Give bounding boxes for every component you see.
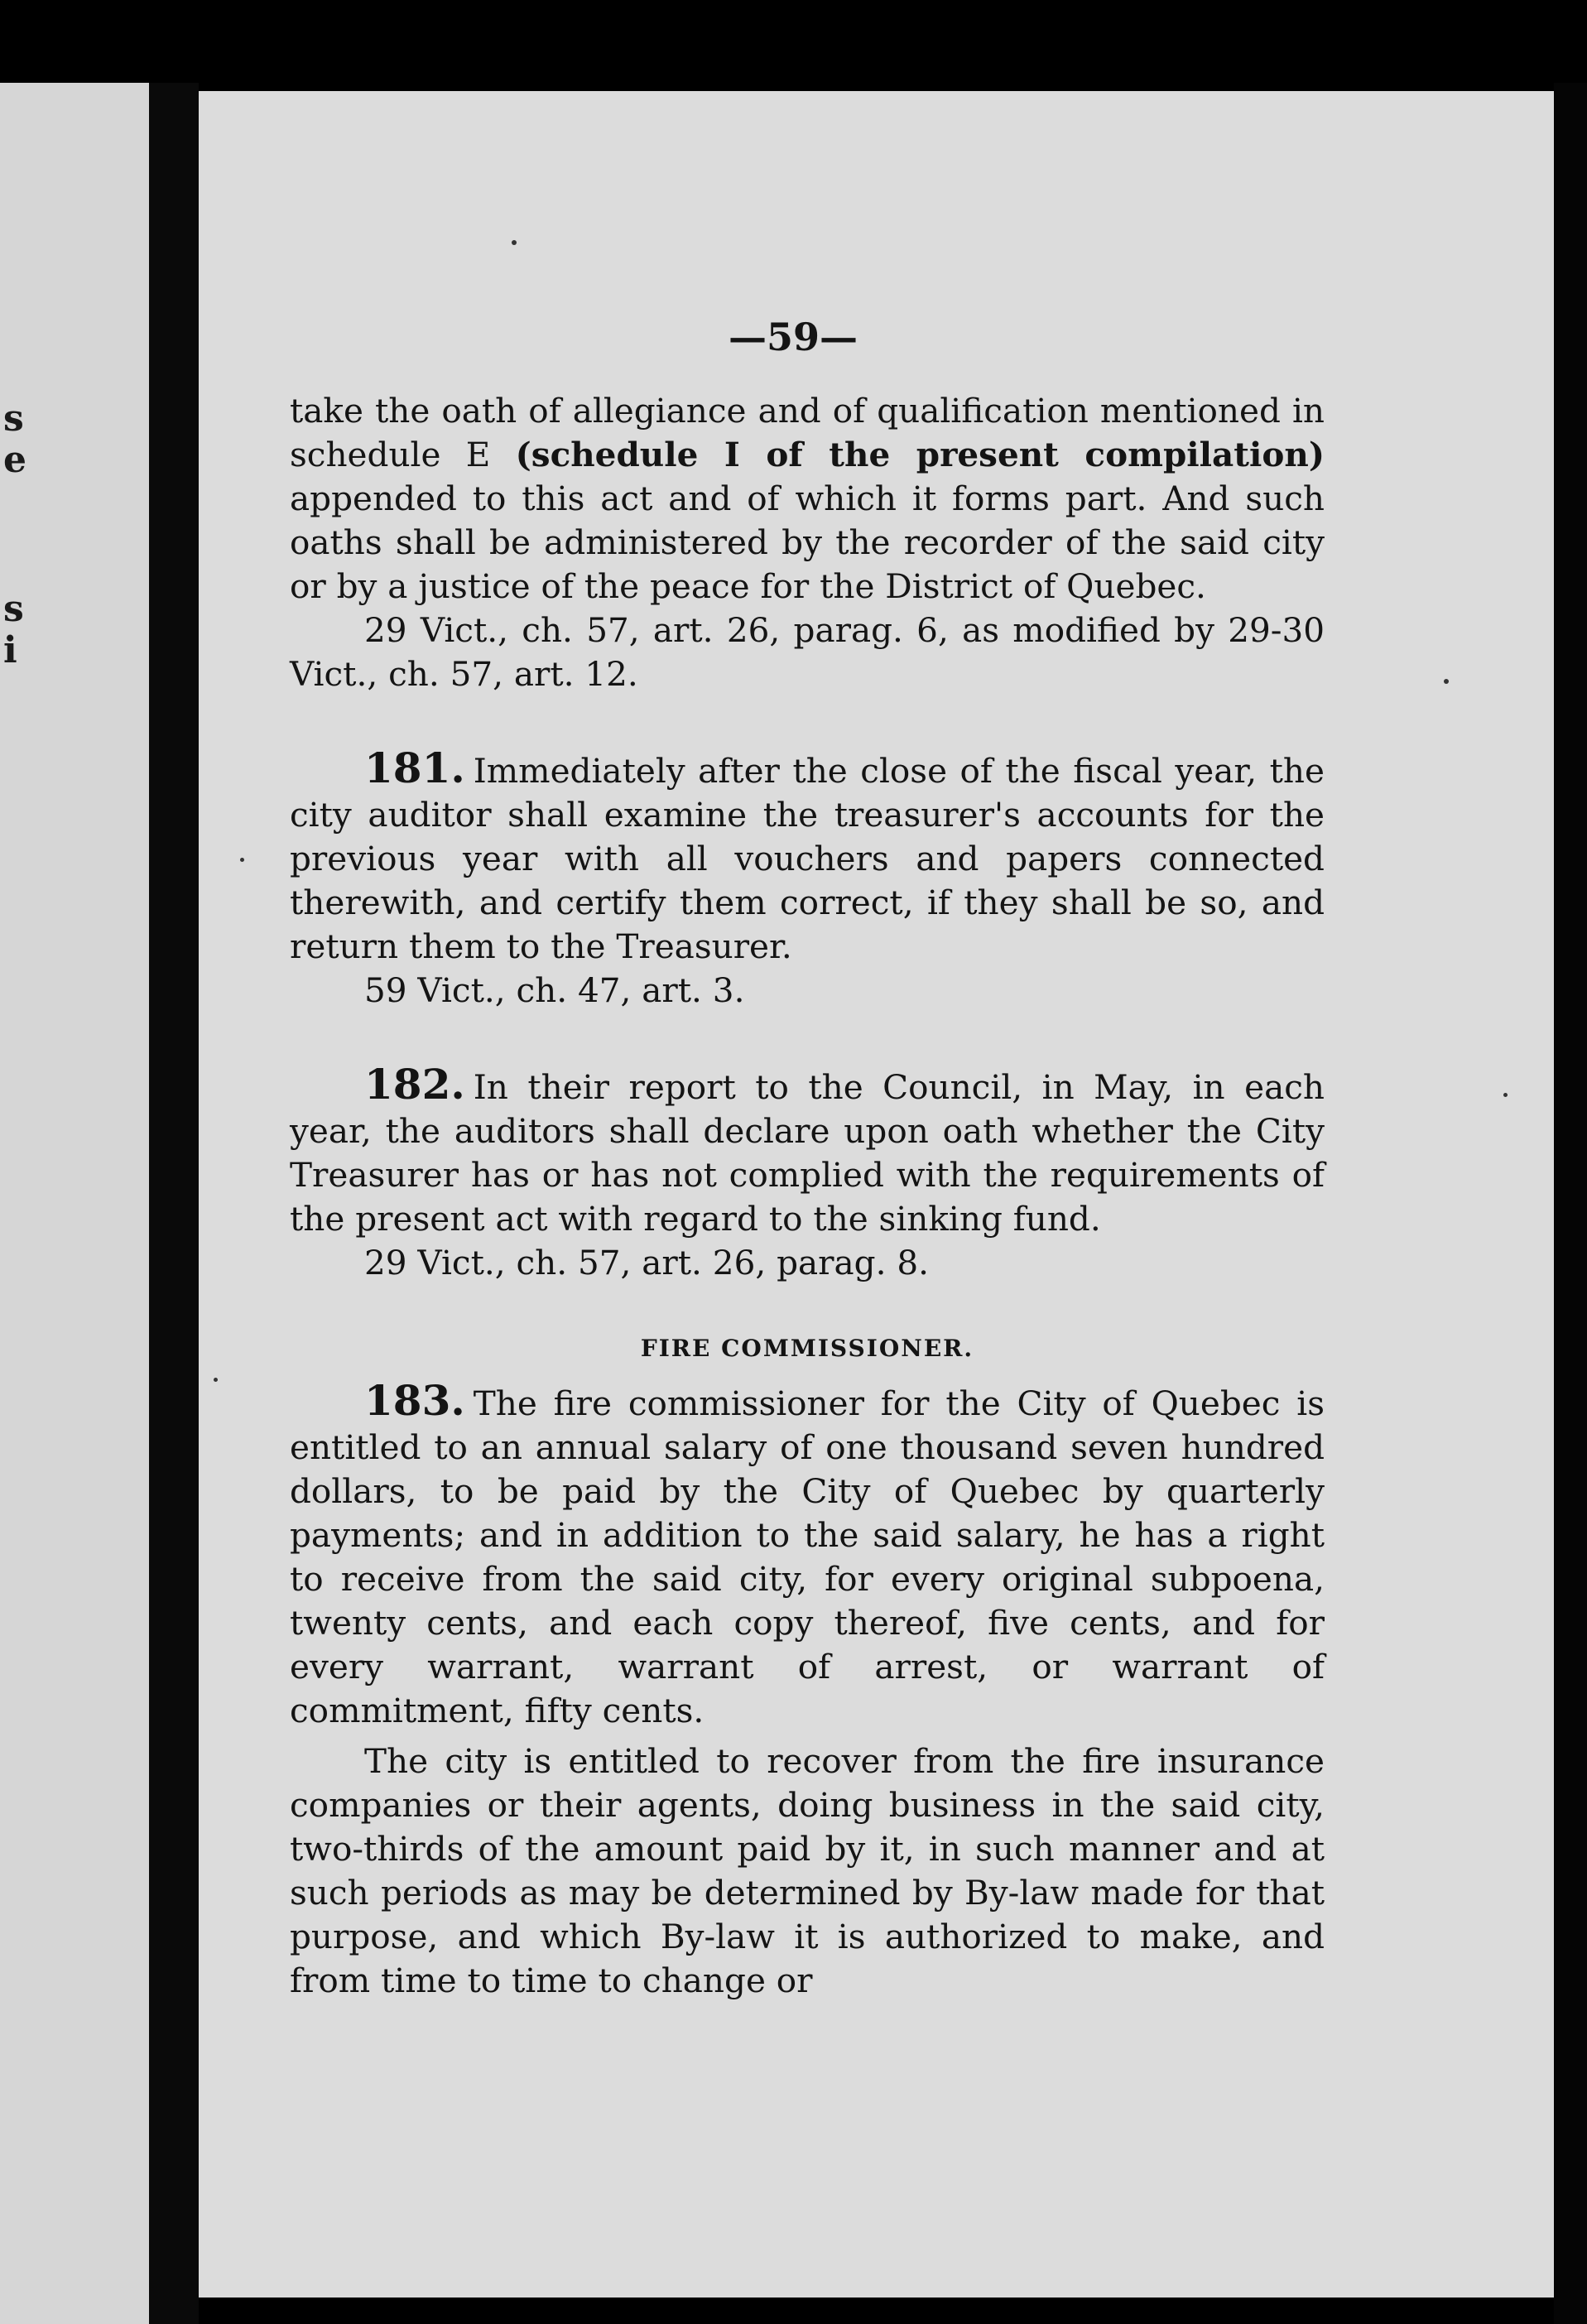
scan-speck xyxy=(1444,679,1449,684)
section-continuation: The city is entitled to recover from the fire insurance companies or their agents, doing business in the said city, two-thirds of the amount paid by it, in such manner and at such periods as may be determined by By-law made for that purpose, and which By-law it is authorized to make, and from time to time to change or xyxy=(290,1741,1325,2000)
scan-speck xyxy=(214,1378,218,1382)
page-number: —59— xyxy=(729,315,858,359)
section-number: 183. xyxy=(364,1376,465,1425)
opening-bold-text: (schedule I of the present compilation) xyxy=(515,435,1325,474)
left-page-glyph: i xyxy=(3,629,17,671)
section-number: 182. xyxy=(364,1060,465,1109)
opening-text-a: take the oath of allegiance and of qualification mentioned in schedule E xyxy=(290,391,1325,474)
scan-speck xyxy=(240,858,244,862)
book-binding-gutter xyxy=(149,83,199,2324)
section-text: Immediately after the close of the fiscal year, the city auditor shall examine the treasurer's accounts for the previous year with all vouchers and papers connected therewith, and certify them correct, if they shall be so, and return them to the Treasurer. xyxy=(290,751,1325,966)
section-heading: FIRE COMMISSIONER. xyxy=(640,1335,974,1362)
opening-text-b: appended to this act and of which it forms part. And such oaths shall be administered by the recorder of the said city or by a justice of the peace for the District of Quebec. xyxy=(290,479,1325,606)
opening-paragraph xyxy=(290,389,1325,609)
left-page-glyph: s xyxy=(3,397,24,440)
left-page-glyph: s xyxy=(3,588,24,630)
section-text: In their report to the Council, in May, in each year, the auditors shall declare upon oath whether the City Treasurer has or has not complied with the requirements of the present act with regard to the sinking fund. xyxy=(290,1067,1325,1239)
section-citation: 59 Vict., ch. 47, art. 3. xyxy=(364,970,745,1010)
scan-speck xyxy=(1503,1093,1508,1097)
section-citation: 29 Vict., ch. 57, art. 26, parag. 8. xyxy=(364,1243,929,1282)
page-body xyxy=(290,389,1325,2003)
scan-border xyxy=(1554,83,1587,2324)
scan-speck xyxy=(512,240,517,245)
section-182 xyxy=(290,1062,1325,1285)
opening-citation: 29 Vict., ch. 57, art. 26, parag. 6, as modified by 29-30 Vict., ch. 57, art. 12. xyxy=(290,610,1325,694)
left-page-edge xyxy=(0,83,149,2324)
section-181 xyxy=(290,743,1325,1013)
section-183 xyxy=(290,1376,1325,2003)
left-page-glyph: e xyxy=(3,439,26,481)
section-number: 181. xyxy=(364,743,465,792)
section-text: The fire commissioner for the City of Quebec is entitled to an annual salary of one thousand seven hundred dollars, to be paid by the City of Quebec by quarterly payments; and in addition to the said salary, he has a right to receive from the said city, for every original subpoena, twenty cents, and each copy thereof, five cents, and for every warrant, warrant of arrest, or warrant of commitment, fifty cents. xyxy=(290,1383,1325,1730)
